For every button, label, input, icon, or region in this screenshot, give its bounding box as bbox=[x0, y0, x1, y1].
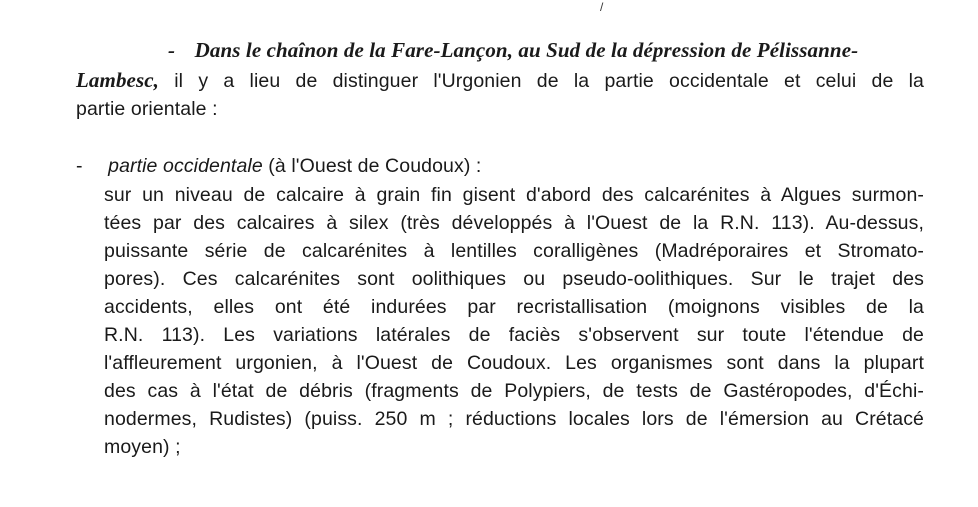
intro-line-2 bbox=[76, 67, 924, 94]
intro-line-2-text: il y a lieu de distinguer l'Urgonien de la partie occidentale et celui de la bbox=[159, 70, 924, 92]
intro-line-3 bbox=[76, 96, 218, 122]
body-line bbox=[104, 210, 924, 236]
body-line bbox=[104, 434, 181, 460]
intro-line-3-text: partie orientale : bbox=[76, 98, 218, 120]
section-title-rest: (à l'Ouest de Coudoux) : bbox=[262, 155, 482, 177]
body-line-text: sur un niveau de calcaire à grain fin gisent d'abord des calcarénites à Algues surmon- bbox=[104, 184, 924, 206]
body-line-text: l'affleurement urgonien, à l'Ouest de Coudoux. Les organismes sont dans la plupart bbox=[104, 352, 924, 374]
body-line-text: R.N. 113). Les variations latérales de faciès s'observent sur toute l'étendue de bbox=[104, 324, 924, 346]
body-line bbox=[104, 266, 924, 292]
section-title-line bbox=[76, 153, 481, 179]
intro-heading-continuation: Lambesc, bbox=[76, 68, 160, 92]
body-line bbox=[104, 182, 924, 208]
body-line-text: des cas à l'état de débris (fragments de Polypiers, de tests de Gastéropodes, d'Échi- bbox=[104, 380, 924, 402]
section-bullet: - bbox=[76, 155, 83, 177]
section-title: partie occidentale bbox=[108, 155, 263, 177]
intro-dash: - bbox=[168, 38, 176, 62]
body-line-text: puissante série de calcarénites à lentilles coralligènes (Madréporaires et Stromato- bbox=[104, 240, 924, 262]
scan-mark: / bbox=[600, 0, 604, 14]
body-line-text: accidents, elles ont été indurées par recristallisation (moignons visibles de la bbox=[104, 296, 924, 318]
body-line bbox=[104, 378, 924, 404]
intro-line-1 bbox=[168, 37, 858, 64]
body-line-text: nodermes, Rudistes) (puiss. 250 m ; réductions locales lors de l'émersion au Crétacé bbox=[104, 408, 924, 430]
body-line-text: tées par des calcaires à silex (très développés à l'Ouest de la R.N. 113). Au-dessus, bbox=[104, 212, 924, 234]
body-line-text: moyen) ; bbox=[104, 436, 181, 458]
body-line bbox=[104, 294, 924, 320]
body-line bbox=[104, 406, 924, 432]
body-line-text: pores). Ces calcarénites sont oolithiques ou pseudo-oolithiques. Sur le trajet des bbox=[104, 268, 924, 290]
body-line bbox=[104, 238, 924, 264]
intro-heading: Dans le chaînon de la Fare-Lançon, au Sud de la dépression de Pélissanne- bbox=[194, 38, 859, 62]
body-line bbox=[104, 350, 924, 376]
body-line bbox=[104, 322, 924, 348]
